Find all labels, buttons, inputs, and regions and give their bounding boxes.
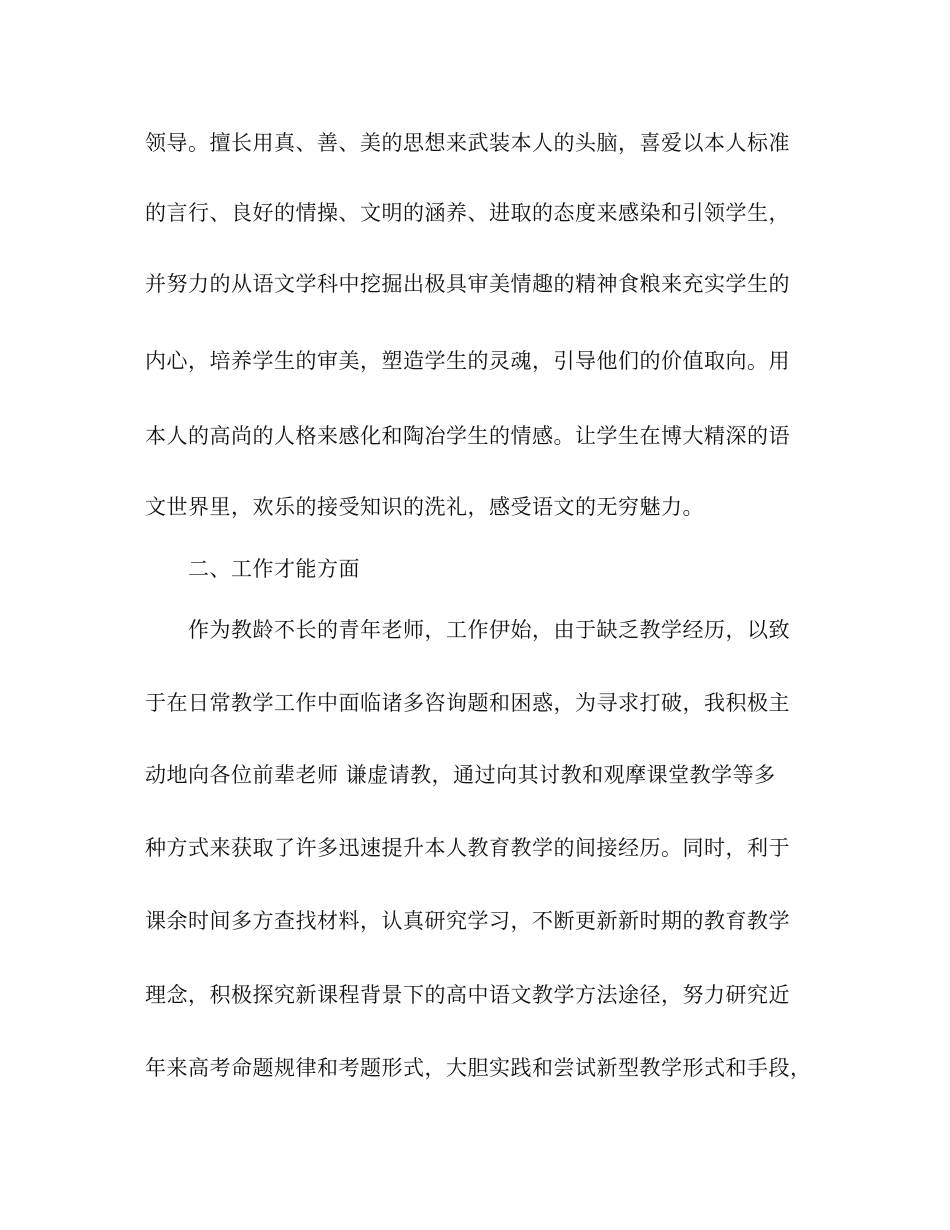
paragraph-line: 种方式来获取了许多迅速提升本人教育教学的间接经历。同时，利于 <box>145 836 790 860</box>
paragraph-line: 理念，积极探究新课程背景下的高中语文教学方法途径，努力研究近 <box>145 983 790 1007</box>
paragraph-line: 于在日常教学工作中面临诸多咨询题和困惑，为寻求打破，我积极主 <box>145 691 790 715</box>
paragraph-line: 作为教龄不长的青年老师，工作伊始，由于缺乏教学经历，以致 <box>188 618 790 642</box>
paragraph-line: 并努力的从语文学科中挖掘出极具审美情趣的精神食粮来充实学生的 <box>145 272 790 296</box>
paragraph-line: 文世界里，欢乐的接受知识的洗礼，感受语文的无穷魅力。 <box>145 495 704 519</box>
paragraph-line: 的言行、良好的情操、文明的涵养、进取的态度来感染和引领学生， <box>145 201 790 225</box>
paragraph-line: 内心，培养学生的审美，塑造学生的灵魂，引导他们的价值取向。用 <box>145 349 790 373</box>
paragraph-line: 动地向各位前辈老师 谦虚请教，通过向其讨教和观摩课堂教学等多 <box>145 763 776 787</box>
section-heading: 二、工作才能方面 <box>188 557 360 581</box>
paragraph-line: 课余时间多方查找材料，认真研究学习，不断更新新时期的教育教学 <box>145 909 790 933</box>
paragraph-line: 年来高考命题规律和考题形式，大胆实践和尝试新型教学形式和手段， <box>145 1056 812 1080</box>
paragraph-line: 本人的高尚的人格来感化和陶冶学生的情感。让学生在博大精深的语 <box>145 424 790 448</box>
paragraph-line: 领导。擅长用真、善、美的思想来武装本人的头脑，喜爱以本人标准 <box>145 131 790 155</box>
